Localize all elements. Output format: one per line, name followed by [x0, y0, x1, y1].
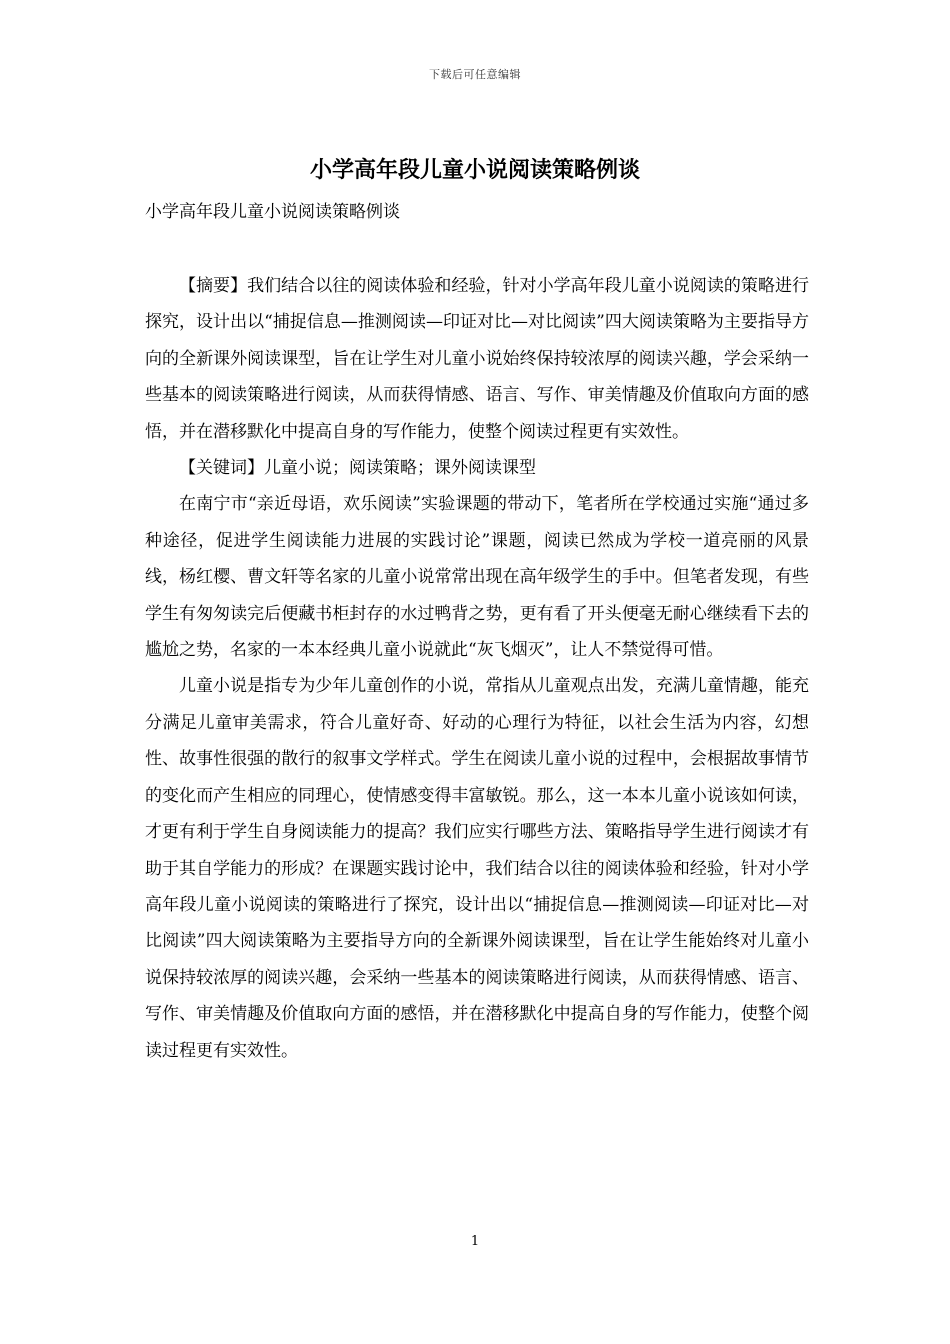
body-paragraph: 儿童小说是指专为少年儿童创作的小说，常指从儿童观点出发，充满儿童情趣，能充分满足儿童审美需求，符合儿童好奇、好动的心理行为特征，以社会生活为内容，幻想性、故事性很强的散行的叙事文学样式。学生在阅读儿童小说的过程中，会根据故事情节的变化而产生相应的同理心，使情感变得丰富敏锐。那么，这一本本儿童小说该如何读，才更有利于学生自身阅读能力的提高？我们应实行哪些方法、策略指导学生进行阅读才有助于其自学能力的形成？在课题实践讨论中，我们结合以往的阅读体验和经验，针对小学高年段儿童小说阅读的策略进行了探究，设计出以“捕捉信息—推测阅读—印证对比—对比阅读”四大阅读策略为主要指导方向的全新课外阅读课型，旨在让学生能始终对儿童小说保持较浓厚的阅读兴趣，会采纳一些基本的阅读策略进行阅读，从而获得情感、语言、写作、审美情趣及价值取向方面的感悟，并在潜移默化中提高自身的写作能力，使整个阅读过程更有实效性。: [145, 676, 809, 1061]
abstract-paragraph: 【摘要】我们结合以往的阅读体验和经验，针对小学高年段儿童小说阅读的策略进行探究，设计出以“捕捉信息—推测阅读—印证对比—对比阅读”四大阅读策略为主要指导方向的全新课外阅读课型，旨在让学生对儿童小说始终保持较浓厚的阅读兴趣，学会采纳一些基本的阅读策略进行阅读，从而获得情感、语言、写作、审美情趣及价值取向方面的感悟，并在潜移默化中提高自身的写作能力，使整个阅读过程更有实效性。: [145, 276, 809, 442]
header-note: 下载后可任意编辑: [429, 68, 521, 81]
body-paragraph: 在南宁市“亲近母语，欢乐阅读”实验课题的带动下，笔者所在学校通过实施“通过多种途径，促进学生阅读能力进展的实践讨论”课题，阅读已然成为学校一道亮丽的风景线，杨红樱、曹文轩等名家的儿童小说常常出现在高年级学生的手中。但笔者发现，有些学生有匆匆读完后便藏书柜封存的水过鸭背之势，更有看了开头便毫无耐心继续看下去的尴尬之势，名家的一本本经典儿童小说就此“灰飞烟灭”，让人不禁觉得可惜。: [145, 494, 809, 661]
keywords-paragraph: 【关键词】儿童小说；阅读策略；课外阅读课型: [179, 458, 536, 479]
document-title: 小学高年段儿童小说阅读策略例谈: [309, 157, 640, 183]
document-subtitle: 小学高年段儿童小说阅读策略例谈: [145, 202, 400, 222]
document-body: [145, 268, 809, 1069]
page-number: 1: [470, 1234, 480, 1249]
